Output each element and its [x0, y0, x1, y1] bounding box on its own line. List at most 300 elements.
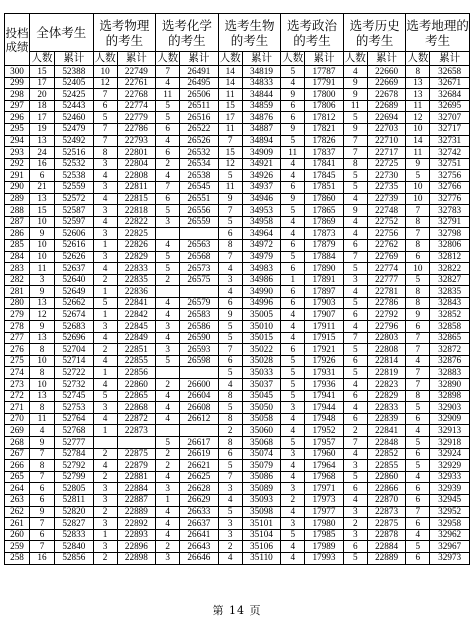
cell-history-cumulative: 22678: [367, 89, 406, 101]
table-row: [5, 158, 470, 170]
cell-history-cumulative: 22710: [367, 135, 406, 147]
cell-all-cumulative: 52840: [55, 541, 94, 553]
cell-history-cumulative: 22756: [367, 228, 406, 240]
cell-physics-cumulative: 22793: [117, 135, 156, 147]
cell-all-cumulative: 52425: [55, 89, 94, 101]
cell-history-count: 6: [343, 541, 367, 553]
cell-history-count: 5: [343, 367, 367, 379]
cell-geography-cumulative: 32852: [430, 309, 470, 321]
cell-biology-cumulative: 34986: [242, 274, 281, 286]
cell-history-count: 4: [343, 286, 367, 298]
cell-all-count: 24: [30, 147, 55, 159]
cell-politics-count: 5: [281, 379, 305, 391]
cell-chemistry-count: [156, 367, 180, 379]
table-row: [5, 367, 470, 379]
cell-politics-count: 1: [281, 274, 305, 286]
cell-geography-cumulative: 32872: [430, 344, 470, 356]
cell-geography-cumulative: 32967: [430, 541, 470, 553]
cell-physics-cumulative: 22804: [117, 158, 156, 170]
cell-chemistry-cumulative: [180, 286, 219, 298]
table-row: [5, 518, 470, 530]
cell-biology-count: 8: [218, 239, 242, 251]
cell-physics-count: 2: [93, 344, 117, 356]
cell-chemistry-count: 4: [156, 297, 180, 309]
cell-biology-cumulative: 34859: [242, 100, 281, 112]
cell-biology-cumulative: 35086: [242, 471, 281, 483]
cell-chemistry-count: 6: [156, 193, 180, 205]
cell-biology-cumulative: 34958: [242, 216, 281, 228]
cell-geography-cumulative: 32962: [430, 529, 470, 541]
cell-chemistry-cumulative: 26495: [180, 77, 219, 89]
table-row: [5, 321, 470, 333]
cell-physics-cumulative: 22836: [117, 286, 156, 298]
cell-biology-cumulative: 34953: [242, 205, 281, 217]
cell-biology-count: 5: [218, 216, 242, 228]
sub-header-cumulative: 累计: [430, 52, 470, 66]
cell-biology-cumulative: 34996: [242, 297, 281, 309]
sub-header-count: 人数: [344, 52, 366, 64]
cell-score: 267: [5, 448, 30, 460]
group-header-politics: 选考政治的考生: [281, 14, 344, 52]
cell-chemistry-cumulative: 26579: [180, 297, 219, 309]
cell-chemistry-cumulative: 26563: [180, 239, 219, 251]
cell-all-cumulative: 52405: [55, 77, 94, 89]
cell-history-cumulative: 22660: [367, 66, 406, 78]
cell-all-count: 17: [30, 77, 55, 89]
cell-geography-count: 11: [406, 147, 430, 159]
cell-politics-count: 4: [281, 158, 305, 170]
cell-history-count: 9: [343, 123, 367, 135]
table-row: [5, 66, 470, 78]
cell-biology-count: 8: [218, 390, 242, 402]
cell-physics-count: 7: [93, 89, 117, 101]
cell-biology-cumulative: 35079: [242, 460, 281, 472]
cell-history-count: 5: [343, 181, 367, 193]
cell-chemistry-count: 4: [156, 506, 180, 518]
cell-chemistry-cumulative: 26619: [180, 448, 219, 460]
cell-geography-count: 6: [406, 413, 430, 425]
cell-physics-cumulative: 22879: [117, 460, 156, 472]
cell-politics-cumulative: 17865: [305, 205, 344, 217]
cell-history-count: 5: [343, 552, 367, 564]
cell-score: 279: [5, 309, 30, 321]
cell-all-cumulative: 52649: [55, 286, 94, 298]
cell-biology-count: 6: [218, 448, 242, 460]
cell-politics-count: 5: [281, 529, 305, 541]
cell-politics-count: 4: [281, 309, 305, 321]
cell-physics-count: 3: [93, 228, 117, 240]
cell-politics-count: 5: [281, 205, 305, 217]
cell-history-cumulative: 22814: [367, 355, 406, 367]
cell-all-count: 13: [30, 297, 55, 309]
cell-physics-count: 3: [93, 402, 117, 414]
cell-physics-count: 3: [93, 321, 117, 333]
table-row: [5, 123, 470, 135]
cell-all-count: 8: [30, 344, 55, 356]
table-row: [5, 297, 470, 309]
cell-geography-count: 4: [406, 425, 430, 437]
cell-chemistry-cumulative: 26646: [180, 552, 219, 564]
cell-physics-cumulative: 22865: [117, 390, 156, 402]
cell-history-cumulative: 22829: [367, 390, 406, 402]
cell-score: 259: [5, 541, 30, 553]
cell-politics-count: 6: [281, 297, 305, 309]
cell-history-cumulative: 22855: [367, 460, 406, 472]
cell-score: 278: [5, 321, 30, 333]
cell-chemistry-count: [156, 228, 180, 240]
cell-chemistry-cumulative: 26575: [180, 274, 219, 286]
cell-biology-cumulative: 35089: [242, 483, 281, 495]
cell-chemistry-count: 4: [156, 239, 180, 251]
group-header-all: 全体考生: [30, 14, 94, 52]
cell-politics-cumulative: 17968: [305, 471, 344, 483]
cell-chemistry-count: 5: [156, 112, 180, 124]
cell-geography-count: 10: [406, 123, 430, 135]
cell-physics-cumulative: 22786: [117, 123, 156, 135]
cell-chemistry-count: 4: [156, 402, 180, 414]
cell-history-count: 7: [343, 135, 367, 147]
cell-politics-cumulative: 17812: [305, 112, 344, 124]
cell-politics-cumulative: 17911: [305, 321, 344, 333]
cell-all-cumulative: 52616: [55, 239, 94, 251]
cell-chemistry-cumulative: 26534: [180, 158, 219, 170]
cell-chemistry-count: 2: [156, 379, 180, 391]
cell-geography-count: 14: [406, 135, 430, 147]
group-header-history: 选考历史的考生: [343, 14, 406, 52]
cell-politics-cumulative: 17980: [305, 518, 344, 530]
score-header: 投档 成绩: [5, 14, 30, 66]
cell-biology-cumulative: 35060: [242, 425, 281, 437]
table-row: [5, 494, 470, 506]
cell-score: 269: [5, 425, 30, 437]
cell-geography-cumulative: 32876: [430, 355, 470, 367]
cell-all-cumulative: 52696: [55, 332, 94, 344]
cell-geography-cumulative: 32742: [430, 147, 470, 159]
cell-chemistry-cumulative: 26532: [180, 147, 219, 159]
cell-physics-cumulative: 22892: [117, 518, 156, 530]
table-row: [5, 355, 470, 367]
cell-chemistry-cumulative: 26526: [180, 135, 219, 147]
cell-score: 287: [5, 216, 30, 228]
cell-score: 294: [5, 135, 30, 147]
cell-history-cumulative: 22781: [367, 286, 406, 298]
cell-biology-cumulative: 34926: [242, 170, 281, 182]
cell-chemistry-count: 4: [156, 309, 180, 321]
cell-all-cumulative: 52784: [55, 448, 94, 460]
cell-biology-cumulative: 34921: [242, 158, 281, 170]
cell-geography-count: 5: [406, 437, 430, 449]
cell-biology-cumulative: 35110: [242, 552, 281, 564]
cell-physics-cumulative: 22873: [117, 425, 156, 437]
cell-score: 260: [5, 529, 30, 541]
cell-politics-count: 5: [281, 390, 305, 402]
cell-biology-cumulative: 35037: [242, 379, 281, 391]
cell-history-count: 6: [343, 355, 367, 367]
cell-geography-count: 5: [406, 274, 430, 286]
cell-history-cumulative: 22703: [367, 123, 406, 135]
cell-biology-cumulative: 35045: [242, 390, 281, 402]
cell-history-cumulative: 22803: [367, 332, 406, 344]
cell-history-cumulative: 22839: [367, 413, 406, 425]
cell-history-cumulative: 22748: [367, 205, 406, 217]
cell-all-cumulative: 52606: [55, 228, 94, 240]
cell-geography-cumulative: 32751: [430, 158, 470, 170]
cell-history-count: 7: [343, 251, 367, 263]
cell-chemistry-cumulative: 26559: [180, 216, 219, 228]
cell-geography-count: 7: [406, 379, 430, 391]
cell-all-count: 7: [30, 471, 55, 483]
cell-physics-count: 1: [93, 529, 117, 541]
cell-geography-cumulative: 32945: [430, 494, 470, 506]
table-row: [5, 193, 470, 205]
sub-header-cumulative: 累计: [55, 52, 94, 66]
cell-biology-count: 4: [218, 552, 242, 564]
cell-chemistry-cumulative: 26629: [180, 494, 219, 506]
cell-physics-count: 3: [93, 541, 117, 553]
cell-biology-cumulative: 34946: [242, 193, 281, 205]
cell-biology-cumulative: 35074: [242, 448, 281, 460]
table-row: [5, 390, 470, 402]
cell-physics-cumulative: 22779: [117, 112, 156, 124]
cell-biology-count: 6: [218, 228, 242, 240]
cell-all-cumulative: 52597: [55, 216, 94, 228]
cell-history-cumulative: 22819: [367, 367, 406, 379]
cell-politics-count: 3: [281, 518, 305, 530]
cell-physics-count: 4: [93, 263, 117, 275]
cell-physics-count: 4: [93, 216, 117, 228]
cell-geography-cumulative: 32776: [430, 193, 470, 205]
sub-header-cumulative: 累计: [117, 52, 156, 66]
cell-biology-count: 5: [218, 367, 242, 379]
cell-history-cumulative: 22730: [367, 170, 406, 182]
cell-geography-count: 4: [406, 529, 430, 541]
cell-all-count: 7: [30, 518, 55, 530]
cell-physics-cumulative: [117, 437, 156, 449]
cell-all-cumulative: 52587: [55, 205, 94, 217]
table-row: [5, 541, 470, 553]
cell-chemistry-count: 2: [156, 460, 180, 472]
cell-score: 290: [5, 181, 30, 193]
cell-geography-count: 10: [406, 193, 430, 205]
cell-physics-cumulative: 22845: [117, 321, 156, 333]
cell-all-cumulative: 52745: [55, 390, 94, 402]
cell-chemistry-cumulative: 26625: [180, 471, 219, 483]
cell-chemistry-cumulative: 26600: [180, 379, 219, 391]
cell-all-cumulative: 52460: [55, 112, 94, 124]
cell-all-count: 11: [30, 263, 55, 275]
cell-history-cumulative: 22823: [367, 379, 406, 391]
cell-score: 264: [5, 483, 30, 495]
sub-header-count: 人数: [157, 52, 179, 64]
cell-politics-count: 9: [281, 123, 305, 135]
cell-score: 276: [5, 344, 30, 356]
cell-biology-count: 9: [218, 309, 242, 321]
cell-geography-count: 9: [406, 158, 430, 170]
cell-chemistry-cumulative: 26568: [180, 251, 219, 263]
table-row: [5, 460, 470, 472]
cell-biology-count: 7: [218, 135, 242, 147]
table-row: [5, 135, 470, 147]
cell-score: 284: [5, 251, 30, 263]
cell-history-count: 6: [343, 483, 367, 495]
table-row: [5, 274, 470, 286]
sub-header-cumulative: 累计: [180, 52, 219, 66]
cell-physics-count: 5: [93, 297, 117, 309]
cell-all-cumulative: 52856: [55, 552, 94, 564]
cell-score: 299: [5, 77, 30, 89]
cell-physics-cumulative: 22868: [117, 402, 156, 414]
cell-all-cumulative: 52674: [55, 309, 94, 321]
cell-geography-cumulative: 32835: [430, 286, 470, 298]
cell-chemistry-cumulative: [180, 228, 219, 240]
cell-politics-cumulative: 17985: [305, 529, 344, 541]
cell-all-count: 10: [30, 355, 55, 367]
cell-biology-cumulative: 35022: [242, 344, 281, 356]
table-row: [5, 286, 470, 298]
cell-biology-count: 11: [218, 89, 242, 101]
cell-chemistry-cumulative: 26491: [180, 66, 219, 78]
cell-all-count: 7: [30, 541, 55, 553]
sub-header-cumulative: 累计: [242, 52, 281, 66]
cell-politics-cumulative: 17891: [305, 274, 344, 286]
cell-history-cumulative: 22739: [367, 193, 406, 205]
cell-all-cumulative: 52777: [55, 437, 94, 449]
table-row: [5, 437, 470, 449]
cell-physics-count: [93, 437, 117, 449]
cell-all-cumulative: 52516: [55, 147, 94, 159]
cell-physics-count: 1: [93, 425, 117, 437]
cell-politics-count: 6: [281, 112, 305, 124]
cell-all-count: 13: [30, 193, 55, 205]
cell-biology-count: 3: [218, 529, 242, 541]
cell-score: 288: [5, 205, 30, 217]
cell-all-count: 16: [30, 158, 55, 170]
cell-politics-cumulative: 17873: [305, 228, 344, 240]
cell-physics-count: 2: [93, 471, 117, 483]
cell-all-cumulative: 52559: [55, 181, 94, 193]
cell-physics-count: 2: [93, 506, 117, 518]
cell-all-cumulative: 52443: [55, 100, 94, 112]
cell-geography-count: 8: [406, 286, 430, 298]
cell-chemistry-count: 4: [156, 390, 180, 402]
cell-physics-cumulative: 22849: [117, 332, 156, 344]
cell-biology-cumulative: 35005: [242, 309, 281, 321]
table-row: [5, 89, 470, 101]
cell-politics-cumulative: 17941: [305, 390, 344, 402]
cell-biology-cumulative: 34983: [242, 263, 281, 275]
cell-geography-cumulative: 32756: [430, 170, 470, 182]
cell-politics-cumulative: 17957: [305, 437, 344, 449]
cell-physics-count: 5: [93, 390, 117, 402]
cell-politics-cumulative: 17926: [305, 355, 344, 367]
cell-history-cumulative: 22873: [367, 506, 406, 518]
cell-politics-count: 4: [281, 460, 305, 472]
cell-biology-count: 2: [218, 541, 242, 553]
cell-geography-cumulative: 32958: [430, 518, 470, 530]
cell-geography-cumulative: 32933: [430, 471, 470, 483]
cell-chemistry-cumulative: 26506: [180, 89, 219, 101]
cell-politics-cumulative: 17791: [305, 77, 344, 89]
cell-biology-cumulative: 35098: [242, 506, 281, 518]
cell-history-cumulative: 22752: [367, 216, 406, 228]
cell-all-count: 10: [30, 379, 55, 391]
cell-biology-count: 17: [218, 112, 242, 124]
cell-politics-count: 11: [281, 147, 305, 159]
table-row: [5, 506, 470, 518]
cell-history-cumulative: 22725: [367, 158, 406, 170]
cell-chemistry-cumulative: 26621: [180, 460, 219, 472]
cell-physics-cumulative: 22887: [117, 494, 156, 506]
cell-physics-count: 5: [93, 112, 117, 124]
cell-geography-count: 6: [406, 552, 430, 564]
cell-history-count: 9: [343, 89, 367, 101]
cell-history-cumulative: 22777: [367, 274, 406, 286]
cell-politics-cumulative: 17977: [305, 506, 344, 518]
sub-header-cumulative: 累计: [367, 52, 406, 66]
cell-biology-count: 5: [218, 402, 242, 414]
cell-geography-cumulative: 32952: [430, 506, 470, 518]
cell-history-count: 5: [343, 297, 367, 309]
cell-geography-cumulative: 32918: [430, 437, 470, 449]
table-row: [5, 100, 470, 112]
cell-history-cumulative: 22841: [367, 425, 406, 437]
cell-history-count: 7: [343, 147, 367, 159]
cell-chemistry-count: 3: [156, 344, 180, 356]
cell-politics-cumulative: 17826: [305, 135, 344, 147]
cell-chemistry-count: 2: [156, 448, 180, 460]
cell-all-cumulative: 52532: [55, 158, 94, 170]
cell-physics-cumulative: 22896: [117, 541, 156, 553]
cell-score: 283: [5, 263, 30, 275]
cell-politics-cumulative: 17936: [305, 379, 344, 391]
page-number: 第 14 页: [212, 604, 262, 617]
cell-score: 286: [5, 228, 30, 240]
cell-history-count: 4: [343, 228, 367, 240]
cell-score: 273: [5, 379, 30, 391]
cell-biology-cumulative: 34990: [242, 286, 281, 298]
sub-header-count: 人数: [30, 52, 55, 66]
table-row: [5, 402, 470, 414]
cell-all-cumulative: 52704: [55, 344, 94, 356]
cell-all-cumulative: 52764: [55, 413, 94, 425]
cell-all-count: 13: [30, 390, 55, 402]
cell-politics-cumulative: 17837: [305, 147, 344, 159]
cell-physics-count: 10: [93, 66, 117, 78]
cell-politics-cumulative: 17845: [305, 170, 344, 182]
cell-biology-count: 2: [218, 425, 242, 437]
sub-header-count: 人数: [94, 52, 116, 64]
cell-chemistry-cumulative: 26511: [180, 100, 219, 112]
cell-geography-cumulative: 32671: [430, 77, 470, 89]
cell-biology-cumulative: 35015: [242, 332, 281, 344]
cell-politics-cumulative: 17948: [305, 413, 344, 425]
cell-chemistry-count: 6: [156, 123, 180, 135]
cell-politics-cumulative: 17787: [305, 66, 344, 78]
table-row: [5, 251, 470, 263]
cell-biology-cumulative: 34894: [242, 135, 281, 147]
cell-politics-count: 6: [281, 181, 305, 193]
cell-politics-count: 6: [281, 286, 305, 298]
cell-politics-count: 6: [281, 100, 305, 112]
cell-history-count: 6: [343, 309, 367, 321]
cell-chemistry-cumulative: 26583: [180, 309, 219, 321]
cell-geography-cumulative: 32924: [430, 448, 470, 460]
cell-geography-cumulative: 32858: [430, 321, 470, 333]
cell-score: 262: [5, 506, 30, 518]
cell-geography-count: 5: [406, 541, 430, 553]
cell-geography-count: 4: [406, 355, 430, 367]
cell-history-cumulative: 22786: [367, 297, 406, 309]
